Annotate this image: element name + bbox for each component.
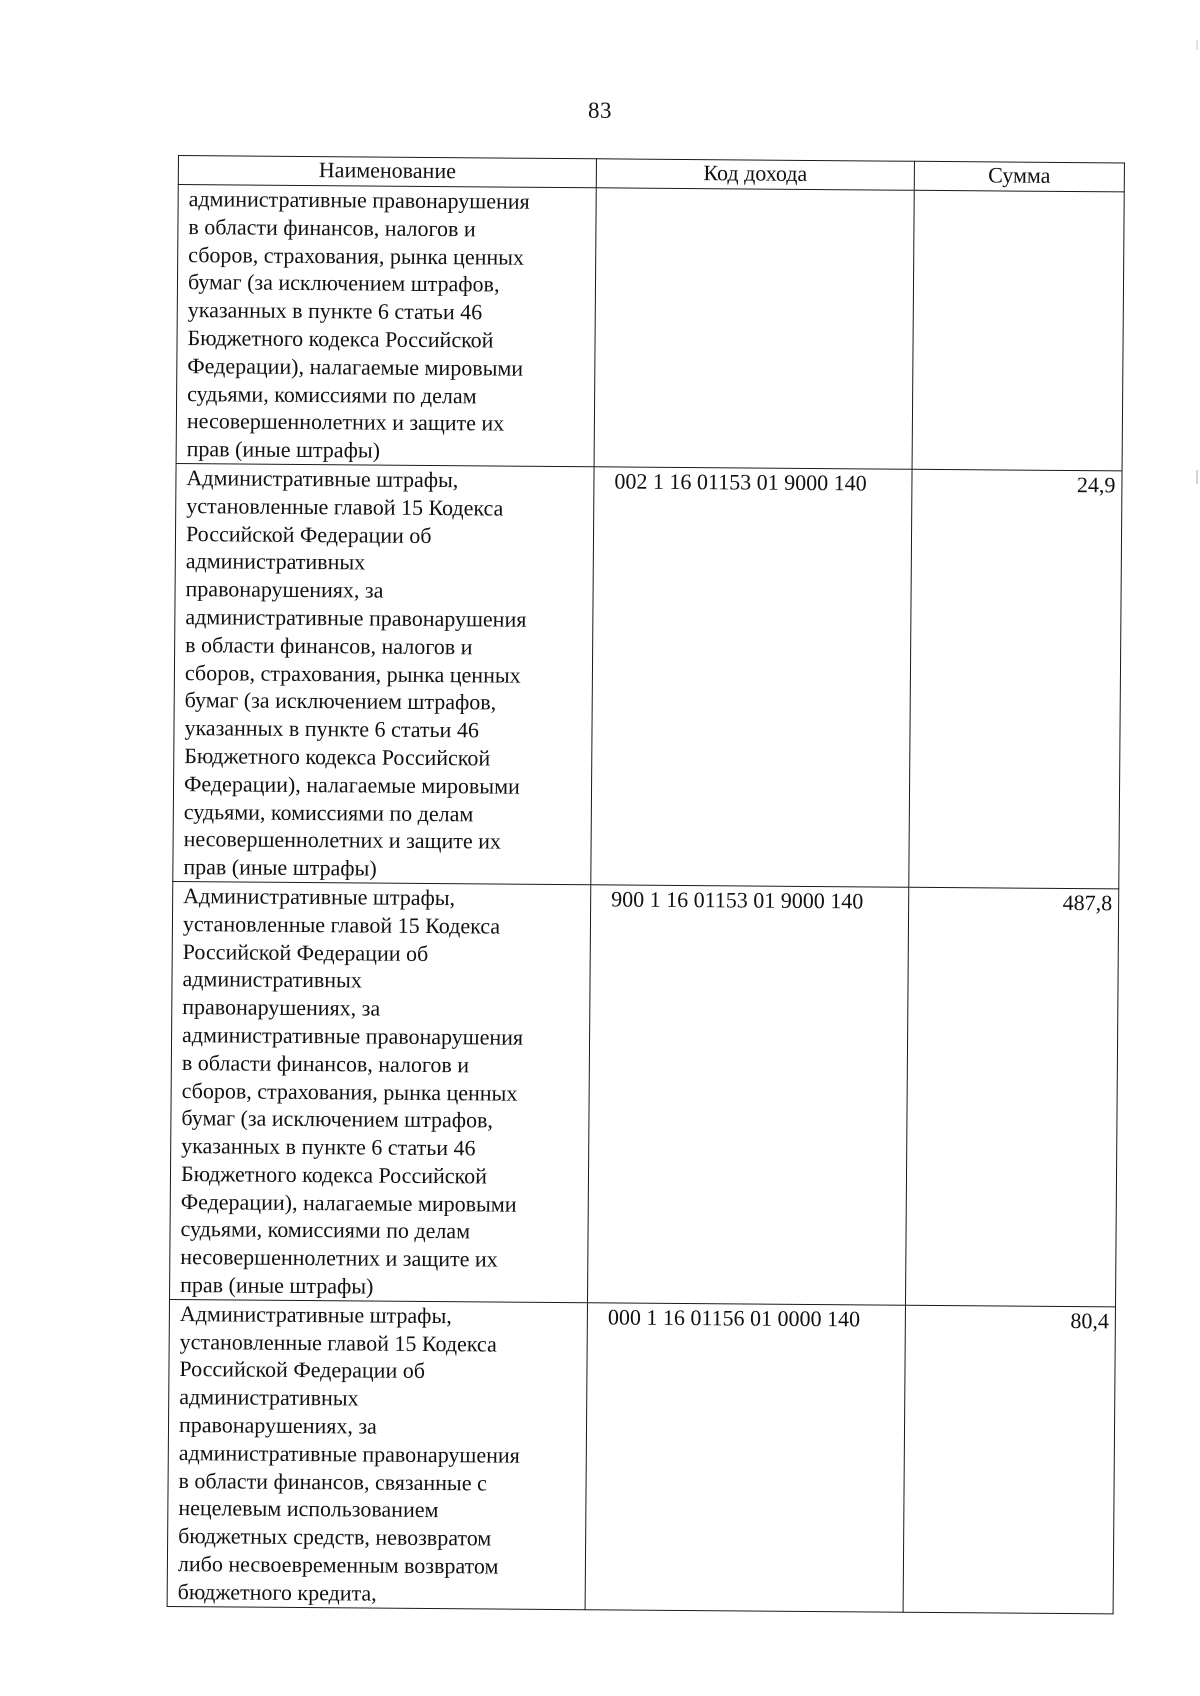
name-line: правонарушениях, за	[182, 994, 381, 1021]
name-line: установленные главой 15 Кодекса	[179, 1328, 497, 1357]
name-line: сборов, страхования, рынка ценных	[181, 1077, 518, 1106]
name-line: несовершеннолетних и защите их	[183, 826, 502, 854]
cell-sum: 80,4	[903, 1305, 1115, 1613]
name-line: несовершеннолетних и защите их	[186, 408, 505, 436]
name-line: судьями, комиссиями по делам	[183, 798, 474, 826]
name-line: административные правонарушения	[181, 1021, 524, 1050]
name-line: административных	[182, 966, 362, 993]
name-line: Российской Федерации об	[179, 1356, 426, 1384]
name-line: установленные главой 15 Кодекса	[186, 492, 504, 521]
name-line: Российской Федерации об	[182, 938, 429, 966]
name-line: указанных в пункте 6 статьи 46	[187, 297, 483, 325]
name-line: прав (иные штрафы)	[186, 436, 381, 463]
name-line: судьями, комиссиями по делам	[180, 1216, 471, 1244]
name-line: нецелевым использованием	[178, 1495, 439, 1523]
name-line: Бюджетного кодекса Российской	[184, 743, 491, 771]
name-line: в области финансов, налогов и	[188, 213, 476, 242]
table-row	[167, 1299, 1115, 1613]
cell-code: 900 1 16 01153 01 9000 140	[587, 885, 908, 1305]
cell-code	[594, 188, 914, 469]
name-line: правонарушениях, за	[185, 576, 384, 603]
scan-artifact	[1196, 470, 1198, 484]
name-line: бумаг (за исключением штрафов,	[181, 1105, 494, 1133]
name-line: бумаг (за исключением штрафов,	[184, 687, 497, 715]
name-line: прав (иные штрафы)	[180, 1272, 374, 1299]
cell-name	[176, 185, 596, 467]
name-line: Федерации), налагаемые мировыми	[187, 352, 524, 381]
name-line: Бюджетного кодекса Российской	[187, 325, 494, 353]
cell-name	[173, 463, 594, 884]
name-line: Административные штрафы,	[186, 465, 459, 493]
table-row	[173, 463, 1122, 888]
name-line: Российской Федерации об	[185, 520, 432, 548]
name-line: административные правонарушения	[178, 1439, 520, 1468]
cell-code: 002 1 16 01153 01 9000 140	[591, 467, 912, 887]
name-line: судьями, комиссиями по делам	[187, 380, 477, 408]
table-row	[176, 185, 1124, 471]
cell-name	[167, 1299, 587, 1609]
revenue-table	[167, 155, 1125, 1614]
name-line: Федерации), налагаемые мировыми	[180, 1188, 517, 1217]
name-line: несовершеннолетних и защите их	[180, 1244, 498, 1272]
name-line: Бюджетного кодекса Российской	[180, 1160, 488, 1189]
cell-sum	[912, 190, 1124, 471]
name-line: административные правонарушения	[185, 604, 527, 632]
name-line: бумаг (за исключением штрафов,	[187, 269, 500, 297]
page-number: 83	[588, 98, 612, 123]
name-line: Административные штрафы,	[183, 882, 456, 911]
cell-sum: 487,8	[905, 887, 1118, 1307]
header-name: Наименование	[178, 156, 596, 188]
name-line: Федерации), налагаемые мировыми	[183, 770, 520, 799]
name-line: административные правонарушения	[188, 186, 530, 214]
name-line: административных	[185, 548, 366, 575]
table-body	[167, 185, 1124, 1614]
name-line: в области финансов, налогов и	[181, 1049, 470, 1078]
name-line: бюджетных средств, невозвратом	[178, 1523, 492, 1551]
name-line: правонарушениях, за	[178, 1412, 377, 1439]
name-line: административных	[179, 1384, 359, 1411]
name-line: сборов, страхования, рынка ценных	[188, 241, 525, 270]
table-row	[170, 881, 1119, 1306]
name-line: сборов, страхования, рынка ценных	[184, 659, 521, 688]
header-sum: Сумма	[914, 161, 1124, 192]
cell-sum: 24,9	[909, 469, 1122, 889]
scan-artifact	[1196, 40, 1198, 50]
name-line: в области финансов, связанные с	[178, 1467, 487, 1496]
name-line: Административные штрафы,	[179, 1300, 452, 1329]
name-line: прав (иные штрафы)	[183, 854, 377, 881]
header-code: Код дохода	[596, 159, 914, 190]
cell-name	[170, 881, 591, 1302]
cell-code: 000 1 16 01156 01 0000 140	[585, 1303, 905, 1612]
name-line: указанных в пункте 6 статьи 46	[184, 715, 479, 743]
name-line: бюджетного кредита,	[177, 1578, 377, 1606]
name-line: установленные главой 15 Кодекса	[182, 910, 501, 939]
name-line: указанных в пункте 6 статьи 46	[181, 1133, 476, 1161]
name-line: либо несвоевременным возвратом	[177, 1551, 499, 1579]
name-line: в области финансов, налогов и	[185, 631, 473, 660]
